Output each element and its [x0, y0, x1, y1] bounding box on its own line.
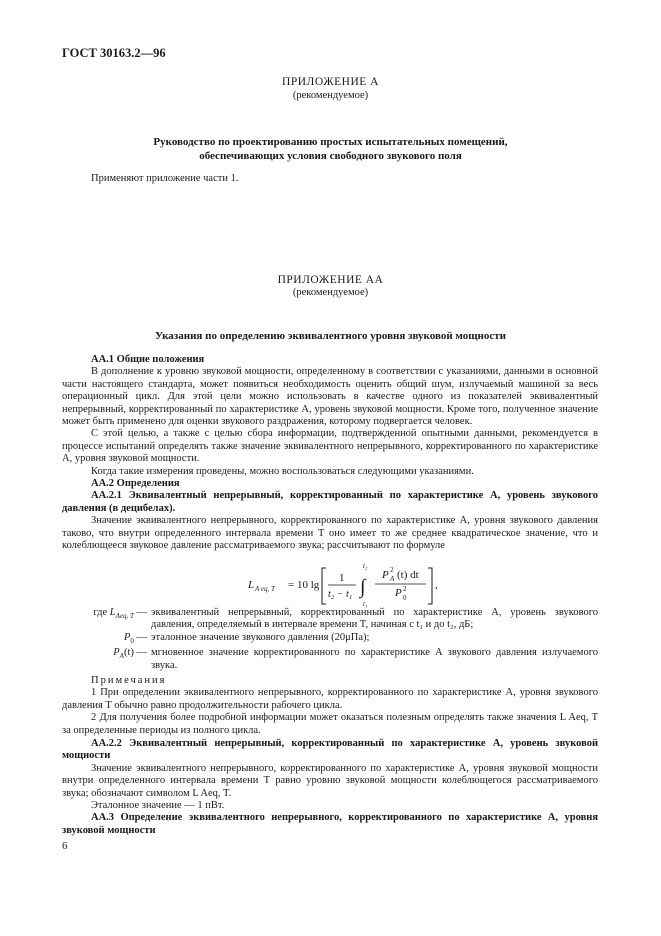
section-aa1-para3: Когда такие измерения проведены, можно воспользоваться следующими указаниями.	[91, 465, 474, 477]
where-word: где	[93, 607, 108, 618]
definition-symbol: $P_A(t)$ —	[113, 647, 147, 661]
section-aa1-para2: С этой целью, а также с целью сбора информации, подтвержденной опытными данными, рекомендуется в процессе испытаний определять также значение эквивалентного непрерывного, корректированного по характеристике А, уровня звуковой мощности.	[62, 428, 598, 465]
definition-text: мгновенное значение корректированного по характеристике А звукового давления излучаемого звука.	[151, 647, 598, 671]
right-bracket	[428, 568, 432, 604]
appendix-a-title-line1: Руководство по проектированию простых испытательных помещений,	[153, 136, 508, 148]
symbol-letter: L	[109, 607, 116, 618]
section-aa21-para1: Значение эквивалентного непрерывного, корректированного по характеристике А, уровня звукового давления таково, что внутри определенного интервала времени T оно имеет то же среднее квадратическое значение, что и колеблющееся звуковое давление рассматриваемого звука; рассчитывают по формуле	[62, 515, 598, 552]
section-aa1-para1: В дополнение к уровню звуковой мощности, определенному в соответствии с указаниями, данными в основной части настоящего стандарта, может появиться необходимость оценить общий шум, излучаемый машиной за весь операционный цикл. Для этой цели можно использовать в качестве одного из показателей эквивалентный непрерывный, корректированный по характеристике А, уровень звуковой мощности. Кроме того, полученное значение может быть применено для оценки звукового раздражения, которому подвергается человек.	[62, 366, 598, 428]
formula-lhs-sub: A eq, T	[255, 585, 275, 593]
section-aa22-para2: Эталонное значение — 1 пВт.	[91, 800, 225, 812]
definition-row	[62, 647, 598, 672]
section-aa21-heading: АА.2.1 Эквивалентный непрерывный, корректированный по характеристике А, уровень звукового давления (в децибелах).	[62, 490, 598, 514]
symbol-letter: P	[113, 647, 120, 659]
formula-p0-sub: 0	[403, 594, 407, 602]
notes-block	[62, 675, 598, 737]
definition-row	[62, 607, 598, 632]
formula-p0-sup: 2	[403, 585, 407, 593]
formula-leq	[62, 560, 598, 612]
formula-num: P	[382, 569, 389, 581]
integral-upper: t₂	[363, 562, 368, 570]
appendix-a-title-line2: обеспечивающих условия свободного звукового поля	[199, 150, 462, 162]
section-aa2-heading: АА.2 Определения	[91, 478, 180, 490]
formula-svg	[62, 560, 598, 614]
appendix-a-text: Применяют приложение части 1.	[91, 173, 239, 184]
section-aa1-heading: АА.1 Общие положения	[91, 354, 205, 365]
section-aa22-heading: АА.2.2 Эквивалентный непрерывный, корректированный по характеристике А, уровень звуковой мощности	[62, 738, 598, 762]
symbol-arg: (t)	[123, 647, 134, 659]
formula-p0: P	[395, 587, 402, 599]
section-aa3-heading: АА.3 Определение эквивалентного непрерывного, корректированного по характеристике А, уровня звуковой мощности	[62, 812, 598, 836]
formula-den: t₂ − t₁	[328, 589, 353, 600]
section-aa1-block	[62, 354, 598, 553]
formula-trail: ,	[435, 579, 438, 591]
definition-text: эталонное значение звукового давления (20μПа);	[151, 631, 370, 643]
appendix-aa-title: Указания по определению эквивалентного уровня звуковой мощности	[154, 330, 507, 342]
formula-one: 1	[339, 572, 345, 584]
note-2: 2 Для получения более подробной информации может оказаться полезным определять также значения L Aeq, T за определенные периоды из полного цикла.	[62, 712, 598, 736]
symbol-sub: Aeq, T	[115, 612, 134, 621]
document-code: ГОСТ 30163.2—96	[62, 46, 166, 60]
formula-num-sup: 2	[390, 566, 394, 574]
appendix-aa-status: (рекомендуемое)	[292, 287, 369, 298]
appendix-a-status: (рекомендуемое)	[292, 90, 369, 101]
symbol-letter: P	[123, 631, 131, 643]
note-1: 1 При определении эквивалентного непрерывного, корректированного по характеристике А, уровня звукового давления T обычно равно продолжительности рабочего цикла.	[62, 687, 598, 711]
section-aa22-para1: Значение эквивалентного непрерывного, корректированного по характеристике А, уровня звуковой мощности внутри определенного интервала времени T равно уровню звуковой мощности колеблющегося рассматриваемого звука; обозначают символом L Aeq, T.	[62, 762, 598, 799]
section-aa22-block	[62, 738, 598, 837]
appendix-aa-label: ПРИЛОЖЕНИЕ АА	[277, 274, 384, 286]
integral-lower: t₁	[363, 600, 368, 608]
formula-num-arg: (t) dt	[397, 569, 419, 581]
symbol-sub: A	[119, 652, 124, 661]
page-number: 6	[62, 840, 68, 852]
definition-symbol: где $L_{Aeq, T}$ —	[93, 607, 147, 621]
notes-heading: Примечания	[91, 675, 167, 686]
definition-text: эквивалентный непрерывный, корректированный по характеристике А, уровень звукового давления, определяемый в интервале времени T, начиная с t₁ и до t₂, дБ;	[151, 607, 598, 631]
definitions-list	[62, 607, 598, 672]
symbol-sub: 0	[130, 636, 134, 645]
appendix-a-label: ПРИЛОЖЕНИЕ А	[282, 76, 379, 88]
formula-lhs: L	[248, 579, 255, 591]
definition-symbol: $P_0$ —	[123, 631, 147, 645]
formula-eq: = 10 lg	[288, 579, 320, 591]
left-bracket	[322, 568, 326, 604]
definition-row	[62, 632, 598, 648]
integral-sign: ∫	[360, 576, 366, 598]
formula-num-sub: A	[390, 575, 395, 583]
appendix-a-body	[62, 173, 598, 185]
